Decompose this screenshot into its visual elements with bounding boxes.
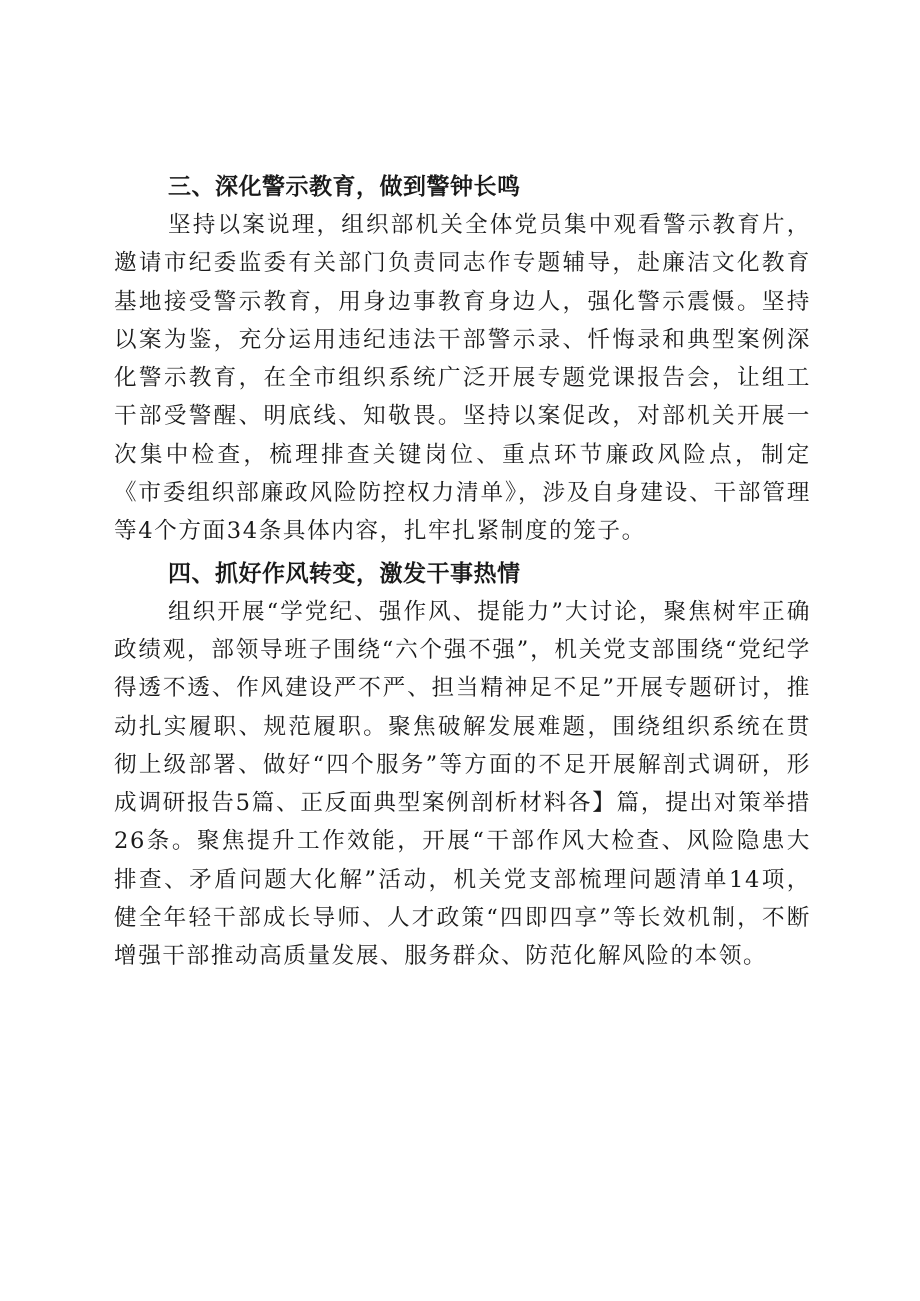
- section-4-paragraph: 组织开展“学党纪、强作风、提能力”大讨论，聚焦树牢正确政绩观，部领导班子围绕“六个强不强”，机关党支部围绕“党纪学得透不透、作风建设严不严、担当精神足不足”开展专题研讨，推动扎实履职、规范履职。聚焦破解发展难题，围绕组织系统在贯彻上级部署、做好“四个服务”等方面的不足开展解剖式调研，形成调研报告5篇、正反面典型案例剖析材料各】篇，提出对策举措26条。聚焦提升工作效能，开展“干部作风大检查、风险隐患大排查、矛盾问题大化解”活动，机关党支部梳理问题清单14项，健全年轻干部成长导师、人才政策“四即四享”等长效机制，不断增强干部推动高质量发展、服务群众、防范化解风险的本领。: [114, 598, 811, 970]
- section-4-heading: 四、抓好作风转变，激发干事热情: [168, 560, 521, 587]
- section-3-heading: 三、深化警示教育，做到警钟长鸣: [168, 174, 521, 200]
- document-page: [114, 168, 811, 976]
- section-3-paragraph: 坚持以案说理，组织部机关全体党员集中观看警示教育片，邀请市纪委监委有关部门负责同志作专题辅导，赴廉洁文化教育基地接受警示教育，用身边事教育身边人，强化警示震慑。坚持以案为鉴，充分运用违纪违法干部警示录、忏悔录和典型案例深化警示教育，在全市组织系统广泛开展专题党课报告会，让组工干部受警醒、明底线、知敬畏。坚持以案促改，对部机关开展一次集中检查，梳理排查关键岗位、重点环节廉政风险点，制定《市委组织部廉政风险防控权力清单》，涉及自身建设、干部管理等4个方面34条具体内容，扎牢扎紧制度的笼子。: [114, 212, 811, 545]
